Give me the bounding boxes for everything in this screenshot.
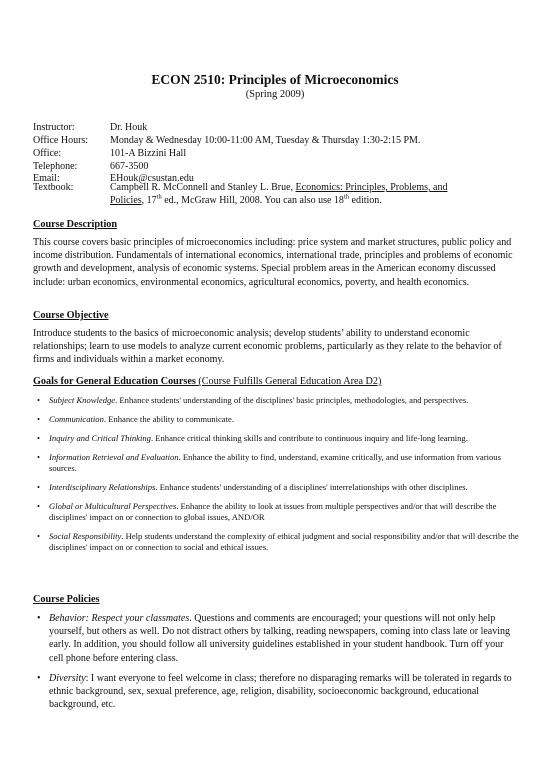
bullet-icon: • xyxy=(37,395,41,405)
goal-text: . Enhance students' understanding of a disciplines' interrelationships with other disciplines. xyxy=(155,482,468,492)
course-description-text: This course covers basic principles of microeconomics including: price system and market structures, public policy and income distribution. Fundamentals of international economics, international trade, principles and problems of economic growth and development, analysis of economic systems. Special problem areas in the American economy discussed include: urban economics, environmental economics, agricultural economics, poverty, and health economics. xyxy=(33,237,513,288)
goal-name: Communication xyxy=(49,414,104,424)
policy-name: Behavior: Respect your classmates xyxy=(49,613,190,624)
info-value: Monday & Wednesday 10:00-11:00 AM, Tuesday & Thursday 1:30-2:15 PM. xyxy=(110,135,421,146)
info-value: 101-A Bizzini Hall xyxy=(110,148,187,159)
textbook-edition-rest: ed., McGraw Hill, 2008. You can also use 18 xyxy=(161,195,344,206)
goal-text: . Enhance the ability to communicate. xyxy=(103,414,234,424)
info-value: Dr. Houk xyxy=(110,122,148,133)
goal-name: Social Responsibility xyxy=(49,531,122,541)
info-label: Office: xyxy=(33,148,62,159)
course-policies-heading: Course Policies xyxy=(33,594,100,605)
course-title: ECON 2510: Principles of Microeconomics xyxy=(151,72,399,87)
course-description-heading: Course Description xyxy=(33,219,118,230)
textbook-alt-rest: edition. xyxy=(349,195,382,206)
textbook-label: Textbook: xyxy=(33,182,74,193)
policy-text: . Questions and comments are encouraged; your questions will not only help yourself, but others as well. Do not distract others by talking, reading newspapers, coming into class late or leaving early. In addition, you should follow all university guidelines established in your student handbook. Turn off your cell phone before entering class. xyxy=(49,613,511,664)
goal-text: . Help students understand the complexity of ethical judgment and social responsibility and/or that will describe the disciplines' impact on or connection to social and ethical issues. xyxy=(49,531,519,552)
info-office xyxy=(33,147,186,160)
course-term: (Spring 2009) xyxy=(245,89,305,100)
info-value: EHouk@csustan.edu xyxy=(110,173,194,184)
list-item xyxy=(33,612,519,665)
policy-text: : I want everyone to feel welcome in class; therefore no disparaging remarks will be tolerated in regards to ethnic background, sex, sexual preference, age, religion, disability, socioeconomic background, educational background, etc. xyxy=(49,672,512,711)
info-label: Instructor: xyxy=(33,122,75,133)
goals-note: (Course Fulfills General Education Area D2) xyxy=(198,376,382,387)
goals-heading xyxy=(33,376,381,387)
bullet-icon: • xyxy=(37,482,41,492)
goals-list xyxy=(33,395,519,561)
bullet-icon: • xyxy=(37,531,41,541)
policy-name: Diversity xyxy=(49,672,86,684)
list-item xyxy=(33,672,519,712)
course-objective-heading: Course Objective xyxy=(33,310,109,321)
edition-sup: th xyxy=(156,193,162,201)
info-label: Email: xyxy=(33,173,60,184)
textbook-citation: Campbell R. McConnell and Stanley L. Brue, Economics: Principles, Problems, and Policies, 17th ed., McGraw Hill, 2008. You can also use 18th edition. xyxy=(110,182,448,206)
list-item xyxy=(33,482,519,493)
info-label: Telephone: xyxy=(33,161,78,172)
bullet-icon: • xyxy=(37,613,41,624)
goal-text: . Enhance students' understanding of the disciplines' basic principles, methodologies, and perspectives. xyxy=(115,395,469,405)
goal-text: . Enhance the ability to find, understand, examine critically, and use information from various sources. xyxy=(49,452,501,473)
list-item xyxy=(33,531,519,553)
info-label: Office Hours: xyxy=(33,135,89,146)
goal-name: Inquiry and Critical Thinking xyxy=(49,433,151,443)
info-instructor xyxy=(33,121,147,134)
list-item xyxy=(33,414,519,425)
bullet-icon: • xyxy=(37,414,41,424)
course-objective-text: Introduce students to the basics of microeconomic analysis; develop students’ ability to understand economic relationships; learn to use models to analyze current economic problems, particularly as they relate to the behavior of firms and individuals within a market economy. xyxy=(33,328,502,366)
list-item xyxy=(33,452,519,474)
bullet-icon: • xyxy=(37,501,41,511)
list-item xyxy=(33,501,519,523)
goal-name: Information Retrieval and Evaluation xyxy=(49,452,179,462)
list-item xyxy=(33,433,519,444)
goal-text: . Enhance the ability to look at issues from multiple perspectives and/or that will describe the disciplines' impact on or connection to global issues, AND/OR xyxy=(49,501,497,522)
policies-list xyxy=(33,612,519,718)
goal-name: Subject Knowledge xyxy=(49,395,116,405)
goal-name: Interdisciplinary Relationships xyxy=(49,482,156,492)
info-value: 667-3500 xyxy=(110,161,149,172)
goal-name: Global or Multicultural Perspectives xyxy=(49,501,177,511)
textbook-title: Economics: Principles, Problems, and xyxy=(295,182,448,193)
list-item xyxy=(33,395,519,406)
bullet-icon: • xyxy=(37,433,41,443)
bullet-icon: • xyxy=(37,452,41,462)
goals-heading-text: Goals for General Education Courses xyxy=(33,376,199,387)
alt-edition-sup: th xyxy=(343,193,349,201)
goal-text: . Enhance critical thinking skills and contribute to continuous inquiry and life-long learning. xyxy=(150,433,468,443)
textbook-authors: Campbell R. McConnell and Stanley L. Brue, xyxy=(110,182,296,193)
bullet-icon: • xyxy=(37,672,41,684)
textbook-edition: 17 xyxy=(146,195,157,206)
info-office-hours xyxy=(33,134,420,147)
textbook-title-cont: Policies xyxy=(110,195,142,206)
